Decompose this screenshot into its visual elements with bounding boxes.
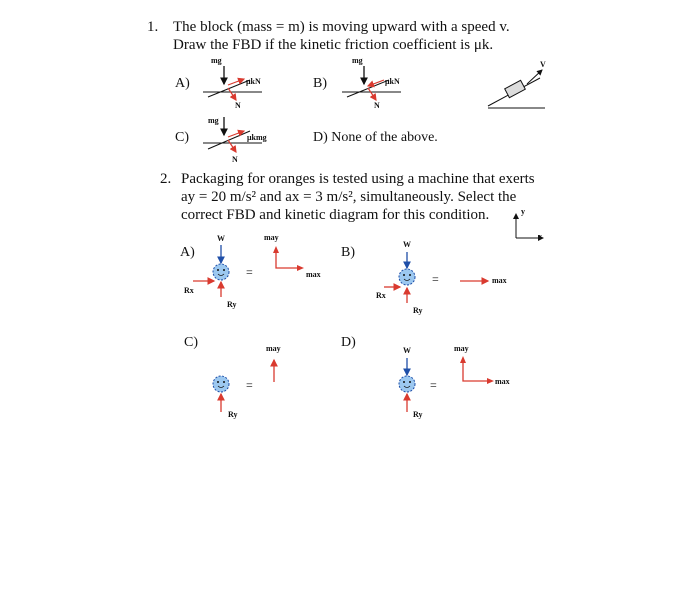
q2c-may-label: may [266,344,281,353]
q1c-normal-label: N [232,155,238,164]
q1a-mg-label: mg [211,56,222,65]
q1a-normal-label: N [235,101,241,110]
q1a-friction-label: μkN [246,77,261,86]
q2a-equals: = [246,265,253,279]
q2d-max-label: max [495,377,510,386]
q2a-may-label: may [264,233,279,242]
q1c-mg-label: mg [208,116,219,125]
q1-number: 1. [147,19,159,35]
q2-option-d-diagram [399,356,494,412]
q1-option-d: D) None of the above. [313,130,438,145]
q2b-ry-label: Ry [413,306,423,315]
q2-option-c: C) [184,335,198,350]
q1-line1: The block (mass = m) is moving upward with a speed v. [173,19,510,35]
q2-line1: Packaging for oranges is tested using a machine that exerts [181,171,535,187]
q2a-max-label: max [306,270,321,279]
q2a-rx-label: Rx [184,286,194,295]
axis-y-label: y [521,207,525,216]
q2b-max-label: max [492,276,507,285]
q2b-weight-label: W [403,240,411,249]
q1-option-b: B) [313,76,327,91]
q2a-weight-label: W [217,234,225,243]
q2c-ry-label: Ry [228,410,238,419]
q2-option-d: D) [341,335,356,350]
q2a-ry-label: Ry [227,300,237,309]
q2d-equals: = [430,378,437,392]
q2c-equals: = [246,378,253,392]
q2b-rx-label: Rx [376,291,386,300]
q2-option-b: B) [341,245,355,260]
q2-line3: correct FBD and kinetic diagram for this condition. [181,207,490,223]
q1-velocity-label: V [540,60,546,69]
q1b-normal-label: N [374,101,380,110]
q2b-equals: = [432,272,439,286]
q2-line2: ay = 20 m/s² and ax = 3 m/s², simultaneously. Select the [181,189,517,205]
q2d-weight-label: W [403,346,411,355]
q1c-friction-label: μkmg [247,133,267,142]
q1b-friction-label: μkN [385,77,400,86]
q1-line2: Draw the FBD if the kinetic friction coefficient is μk. [173,37,494,53]
axis-x-label: x [538,232,542,241]
q2-option-a: A) [180,245,195,260]
q2d-ry-label: Ry [413,410,423,419]
q2d-may-label: may [454,344,469,353]
q1-option-a: A) [175,76,190,91]
q1b-mg-label: mg [352,56,363,65]
q2-number: 2. [160,171,172,187]
q2-option-c-diagram [213,360,274,412]
q1-option-c: C) [175,130,189,145]
